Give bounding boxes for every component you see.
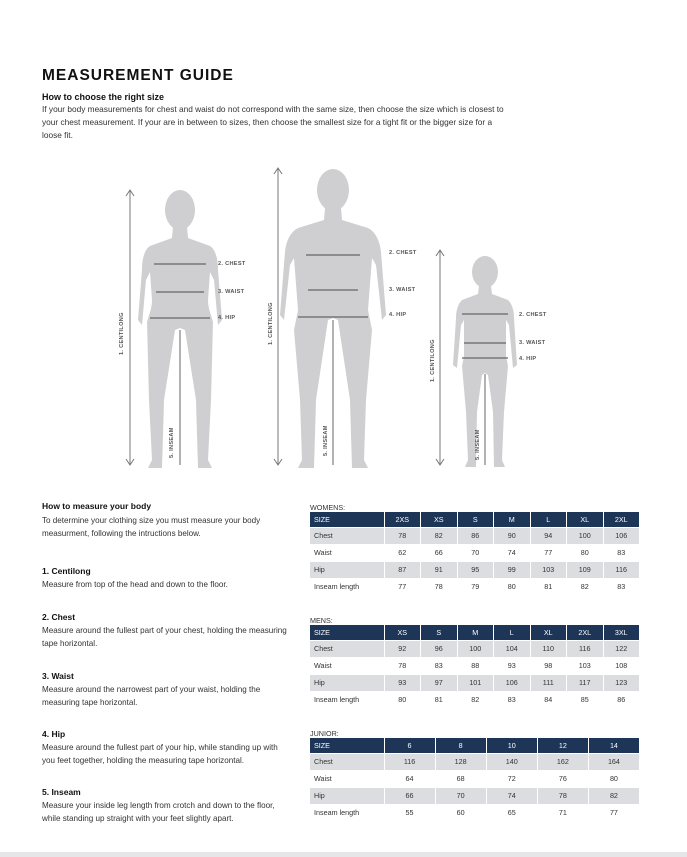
table-header-row xyxy=(310,512,640,527)
step-text: Measure your inside leg length from crotch and down to the floor, while standing up straight with your feet slightly apart. xyxy=(42,801,275,823)
man-centilong-label: 1. CENTILONG xyxy=(268,302,274,345)
table-row xyxy=(310,770,640,787)
man-hip-label: 4. HIP xyxy=(389,312,407,318)
how-to-measure-text: To determine your clothing size you must measure your body measurment, following the intructions below. xyxy=(42,516,261,538)
table-header-cell: 6 xyxy=(384,738,435,753)
table-cell: 83 xyxy=(603,544,640,561)
table-cell: 74 xyxy=(494,544,531,561)
table-cell: 96 xyxy=(421,640,458,657)
size-table xyxy=(310,512,640,595)
table-header-cell: XS xyxy=(421,512,458,527)
table-header-row xyxy=(310,625,640,640)
table-cell: 55 xyxy=(384,804,435,821)
table-cell: 162 xyxy=(537,753,588,770)
man-chest-label: 2. CHEST xyxy=(389,250,417,256)
junior-waist-label: 3. WAIST xyxy=(519,340,546,346)
table-header-cell: S xyxy=(421,625,458,640)
table-cell: 70 xyxy=(435,787,486,804)
table-cell: 92 xyxy=(384,640,421,657)
table-cell: 82 xyxy=(421,527,458,544)
table-cell: 128 xyxy=(435,753,486,770)
junior-size-table xyxy=(310,729,640,821)
table-header-cell: L xyxy=(530,512,567,527)
table-header-cell: SIZE xyxy=(310,512,384,527)
table-cell: 109 xyxy=(567,561,604,578)
table-caption: MENS: xyxy=(310,616,333,625)
body-silhouettes xyxy=(110,160,570,480)
table-cell: 83 xyxy=(494,691,531,708)
table-row xyxy=(310,544,640,561)
step-title: 4. Hip xyxy=(42,729,66,739)
table-cell: 110 xyxy=(530,640,567,657)
step-title: 5. Inseam xyxy=(42,787,81,797)
footer-bar xyxy=(0,852,687,857)
table-cell: 80 xyxy=(567,544,604,561)
step-text: Measure around the narrowest part of your waist, holding the measuring tape horizontal. xyxy=(42,685,261,707)
table-header-cell: 2XS xyxy=(384,512,421,527)
table-cell: 90 xyxy=(494,527,531,544)
size-table xyxy=(310,738,640,821)
table-header-cell: SIZE xyxy=(310,625,384,640)
mens-size-table xyxy=(310,616,640,708)
man-waist-label: 3. WAIST xyxy=(389,287,416,293)
table-cell: 86 xyxy=(457,527,494,544)
table-row xyxy=(310,753,640,770)
table-cell: 74 xyxy=(486,787,537,804)
junior-inseam-label: 5. INSEAM xyxy=(475,429,481,460)
table-cell: Chest xyxy=(310,527,384,544)
body-figures xyxy=(110,160,570,480)
table-cell: 70 xyxy=(457,544,494,561)
table-header-row xyxy=(310,738,640,753)
table-cell: 83 xyxy=(421,657,458,674)
table-cell: 64 xyxy=(384,770,435,787)
table-cell: 80 xyxy=(384,691,421,708)
table-cell: Hip xyxy=(310,561,384,578)
step-inseam xyxy=(42,787,292,825)
table-cell: 78 xyxy=(384,527,421,544)
table-cell: 100 xyxy=(457,640,494,657)
table-cell: 77 xyxy=(530,544,567,561)
table-row xyxy=(310,691,640,708)
table-cell: 79 xyxy=(457,578,494,595)
table-cell: 83 xyxy=(603,578,640,595)
table-cell: 116 xyxy=(603,561,640,578)
table-cell: 85 xyxy=(567,691,604,708)
table-cell: 72 xyxy=(486,770,537,787)
table-header-cell: S xyxy=(457,512,494,527)
step-title: 1. Centilong xyxy=(42,566,91,576)
table-cell: 99 xyxy=(494,561,531,578)
woman-waist-label: 3. WAIST xyxy=(218,289,245,295)
table-cell: 84 xyxy=(530,691,567,708)
step-centilong xyxy=(42,566,292,591)
table-cell: 98 xyxy=(530,657,567,674)
table-header-cell: 12 xyxy=(537,738,588,753)
table-cell: 81 xyxy=(421,691,458,708)
table-cell: 66 xyxy=(421,544,458,561)
step-text: Measure from top of the head and down to the floor. xyxy=(42,580,228,589)
table-row xyxy=(310,804,640,821)
table-cell: 81 xyxy=(530,578,567,595)
table-cell: 95 xyxy=(457,561,494,578)
table-header-cell: 10 xyxy=(486,738,537,753)
table-cell: Inseam length xyxy=(310,804,384,821)
junior-chest-label: 2. CHEST xyxy=(519,312,547,318)
table-cell: 91 xyxy=(421,561,458,578)
woman-centilong-label: 1. CENTILONG xyxy=(119,312,125,355)
table-cell: 82 xyxy=(457,691,494,708)
table-header-cell: 2XL xyxy=(567,625,604,640)
table-cell: 111 xyxy=(530,674,567,691)
table-cell: 97 xyxy=(421,674,458,691)
table-cell: 117 xyxy=(567,674,604,691)
table-cell: 82 xyxy=(588,787,639,804)
table-row xyxy=(310,561,640,578)
table-row xyxy=(310,527,640,544)
table-cell: Chest xyxy=(310,640,384,657)
table-header-cell: 8 xyxy=(435,738,486,753)
how-to-measure-heading: How to measure your body xyxy=(42,501,152,511)
table-cell: 77 xyxy=(384,578,421,595)
table-cell: Hip xyxy=(310,674,384,691)
table-cell: Inseam length xyxy=(310,578,384,595)
table-cell: 77 xyxy=(588,804,639,821)
woman-chest-label: 2. CHEST xyxy=(218,261,246,267)
table-cell: 101 xyxy=(457,674,494,691)
table-cell: 78 xyxy=(537,787,588,804)
table-cell: 86 xyxy=(603,691,640,708)
woman-hip-label: 4. HIP xyxy=(218,315,236,321)
page-title: MEASUREMENT GUIDE xyxy=(42,67,234,84)
table-cell: 140 xyxy=(486,753,537,770)
table-cell: Hip xyxy=(310,787,384,804)
step-title: 2. Chest xyxy=(42,612,76,622)
table-row xyxy=(310,640,640,657)
table-cell: 108 xyxy=(603,657,640,674)
table-header-cell: XL xyxy=(567,512,604,527)
table-row xyxy=(310,657,640,674)
table-cell: 94 xyxy=(530,527,567,544)
table-cell: 106 xyxy=(494,674,531,691)
table-cell: Waist xyxy=(310,544,384,561)
step-title: 3. Waist xyxy=(42,671,74,681)
table-cell: 122 xyxy=(603,640,640,657)
step-waist xyxy=(42,671,292,709)
table-cell: 116 xyxy=(567,640,604,657)
table-cell: 65 xyxy=(486,804,537,821)
table-cell: 76 xyxy=(537,770,588,787)
step-chest xyxy=(42,612,292,650)
table-cell: 93 xyxy=(384,674,421,691)
table-row xyxy=(310,674,640,691)
size-table xyxy=(310,625,640,708)
table-row xyxy=(310,787,640,804)
table-cell: 100 xyxy=(567,527,604,544)
junior-centilong-label: 1. CENTILONG xyxy=(430,339,436,382)
step-text: Measure around the fullest part of your chest, holding the measuring tape horizontal. xyxy=(42,626,287,648)
step-hip xyxy=(42,729,292,767)
woman-inseam-label: 5. INSEAM xyxy=(169,427,175,458)
table-cell: 78 xyxy=(421,578,458,595)
choose-size-heading: How to choose the right size xyxy=(42,92,165,102)
table-cell: 103 xyxy=(530,561,567,578)
table-cell: Chest xyxy=(310,753,384,770)
womens-size-table xyxy=(310,503,640,595)
table-header-cell: M xyxy=(494,512,531,527)
table-caption: JUNIOR: xyxy=(310,729,339,738)
table-cell: Inseam length xyxy=(310,691,384,708)
junior-hip-label: 4. HIP xyxy=(519,356,537,362)
table-cell: 68 xyxy=(435,770,486,787)
table-caption: WOMENS: xyxy=(310,503,346,512)
table-cell: 164 xyxy=(588,753,639,770)
table-cell: 78 xyxy=(384,657,421,674)
table-cell: 87 xyxy=(384,561,421,578)
table-header-cell: 14 xyxy=(588,738,639,753)
table-cell: 60 xyxy=(435,804,486,821)
table-cell: 123 xyxy=(603,674,640,691)
table-cell: 80 xyxy=(588,770,639,787)
table-cell: 80 xyxy=(494,578,531,595)
table-cell: Waist xyxy=(310,657,384,674)
table-cell: 104 xyxy=(494,640,531,657)
table-cell: 66 xyxy=(384,787,435,804)
table-header-cell: M xyxy=(457,625,494,640)
table-header-cell: L xyxy=(494,625,531,640)
table-header-cell: SIZE xyxy=(310,738,384,753)
table-cell: 82 xyxy=(567,578,604,595)
choose-size-text: If your body measurements for chest and waist do not correspond with the same size, then choose the size which is closest to your chest measurement. If your are in between to sizes, then choose the smallest size for a tight fit or the bigger size for a loose fit. xyxy=(42,104,504,140)
table-cell: 103 xyxy=(567,657,604,674)
table-cell: 71 xyxy=(537,804,588,821)
table-cell: 106 xyxy=(603,527,640,544)
table-cell: 62 xyxy=(384,544,421,561)
table-row xyxy=(310,578,640,595)
table-cell: 93 xyxy=(494,657,531,674)
table-header-cell: 3XL xyxy=(603,625,640,640)
how-to-measure xyxy=(42,501,292,540)
table-cell: 116 xyxy=(384,753,435,770)
table-header-cell: XL xyxy=(530,625,567,640)
table-cell: Waist xyxy=(310,770,384,787)
table-header-cell: 2XL xyxy=(603,512,640,527)
table-header-cell: XS xyxy=(384,625,421,640)
step-text: Measure around the fullest part of your hip, while standing up with you feet together, holding the measuring tape horizontal. xyxy=(42,743,278,765)
man-inseam-label: 5. INSEAM xyxy=(323,425,329,456)
table-cell: 88 xyxy=(457,657,494,674)
